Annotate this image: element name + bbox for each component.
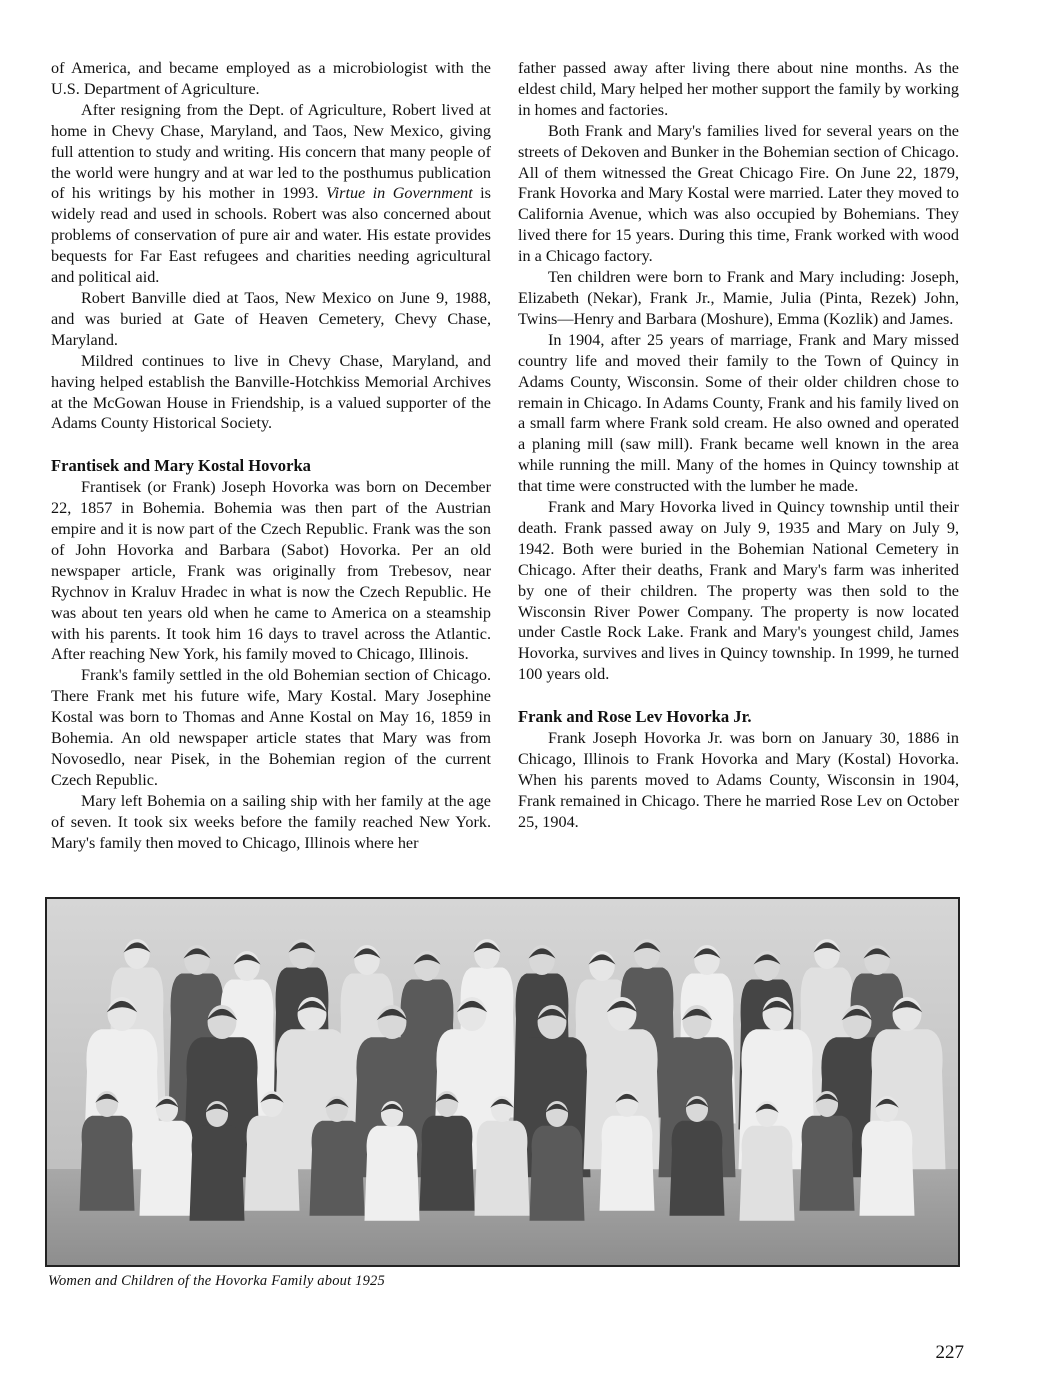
paragraph: Robert Banville died at Taos, New Mexico on June 9, 1988, and was buried at Gate of Heaven Cemetery, Chevy Chase, Maryland. — [51, 288, 491, 349]
paragraph: Frank and Mary Hovorka lived in Quincy township until their death. Frank passed away on July 9, 1935 and Mary on July 9, 1942. Both were buried in the Bohemian National Cemetery in Chicago. After their deaths, Frank and Mary's farm was inherited by one of their children. The property was then sold to the Wisconsin River Power Company. The property is now located under Castle Rock Lake. Frank and Mary's youngest child, James Hovorka, survives and lives in Quincy township. In 1999, he turned 100 years old. — [518, 498, 959, 684]
paragraph: Mary left Bohemia on a sailing ship with her family at the age of seven. It took six weeks before the family reached New York. Mary's family then moved to Chicago, Illinois where her — [51, 791, 491, 852]
paragraph-text: After resigning from the Dept. of Agriculture, Robert lived at home in Chevy Chase, Maryland, and Taos, New Mexico, giving full attention to study and writing. His concern that many people of the world were hungry and at war led to the posthumus publication of his writings by his mother in 1993. — [51, 100, 491, 203]
paragraph — [51, 100, 491, 288]
photo-caption: Women and Children of the Hovorka Family about 1925 — [48, 1273, 385, 1289]
section-heading: Frantisek and Mary Kostal Hovorka — [51, 456, 311, 476]
paragraph: Mildred continues to live in Chevy Chase, Maryland, and having helped establish the Banville-Hotchkiss Memorial Archives at the McGowan House in Friendship, is a valued supporter of the Adams County Historical Society. — [51, 351, 491, 433]
paragraph: Both Frank and Mary's families lived for several years on the streets of Dekoven and Bunker in the Bohemian section of Chicago. All of them witnessed the Great Chicago Fire. On June 22, 1879, Frank Hovorka and Mary Kostal were married. Later they moved to California Avenue, which was also occupied by Bohemians. They lived there for 15 years. During this time, Frank worked with wood in a Chicago factory. — [518, 121, 959, 266]
paragraph: Frank's family settled in the old Bohemian section of Chicago. There Frank met his future wife, Mary Kostal. Mary Josephine Kostal was born to Thomas and Anne Kostal on May 16, 1859 in Bohemia. An old newspaper article states that Mary was from Novosedlo, near Pisek, in the Bohemian region of the current Czech Republic. — [51, 666, 491, 789]
paragraph: of America, and became employed as a microbiologist with the U.S. Department of Agriculture. — [51, 59, 491, 98]
left-column — [51, 58, 491, 854]
paragraph: Frank Joseph Hovorka Jr. was born on January 30, 1886 in Chicago, Illinois to Frank Hovorka and Mary (Kostal) Hovorka. When his parents moved to Adams County, Wisconsin in 1904, Frank remained in Chicago. There he married Rose Lev on October 25, 1904. — [518, 729, 959, 831]
book-title: Virtue in Government — [325, 184, 473, 203]
family-photo — [45, 897, 960, 1267]
paragraph: Frantisek (or Frank) Joseph Hovorka was born on December 22, 1857 in Bohemia. Bohemia was then part of the Austrian empire and it is now part of the Czech Republic. Frank was the son of John Hovorka and Barbara (Sabot) Hovorka. Per an old newspaper article, Frank was originally from Trebesov, near Rychnov in Kraluv Hradec in what is now the Czech Republic. He was about ten years old when he came to America on a steamship with his parents. It took him 16 days to travel across the Atlantic. After reaching New York, his family moved to Chicago, Illinois. — [51, 478, 491, 664]
paragraph: Ten children were born to Frank and Mary including: Joseph, Elizabeth (Nekar), Frank Jr., Mamie, Julia (Pinta, Rezek) John, Twins—Henry and Barbara (Moshure), Emma (Kozlik) and James. — [518, 268, 959, 328]
family-photo-image — [47, 899, 958, 1265]
paragraph: father passed away after living there about nine months. As the eldest child, Mary helped her mother support the family by working in homes and factories. — [518, 59, 959, 119]
paragraph: In 1904, after 25 years of marriage, Frank and Mary missed country life and moved their family to the Town of Quincy in Adams County, Wisconsin. Some of their older children chose to remain in Chicago. In Adams County, Frank and his family lived on a small farm where Frank sold cream. He also owned and operated a planing mill (saw mill). Frank became well known in the area while running the mill. Many of the homes in Quincy township at that time were constructed with the lumber he made. — [518, 330, 959, 496]
page-number: 227 — [935, 1342, 964, 1363]
section-heading: Frank and Rose Lev Hovorka Jr. — [518, 707, 752, 727]
paragraph-text: is widely read and used in schools. Robert was also concerned about problems of conservation of pure air and water. His estate provides bequests for Far East refugees and charities needing agricultural and political aid. — [51, 184, 491, 287]
right-column — [518, 58, 959, 833]
